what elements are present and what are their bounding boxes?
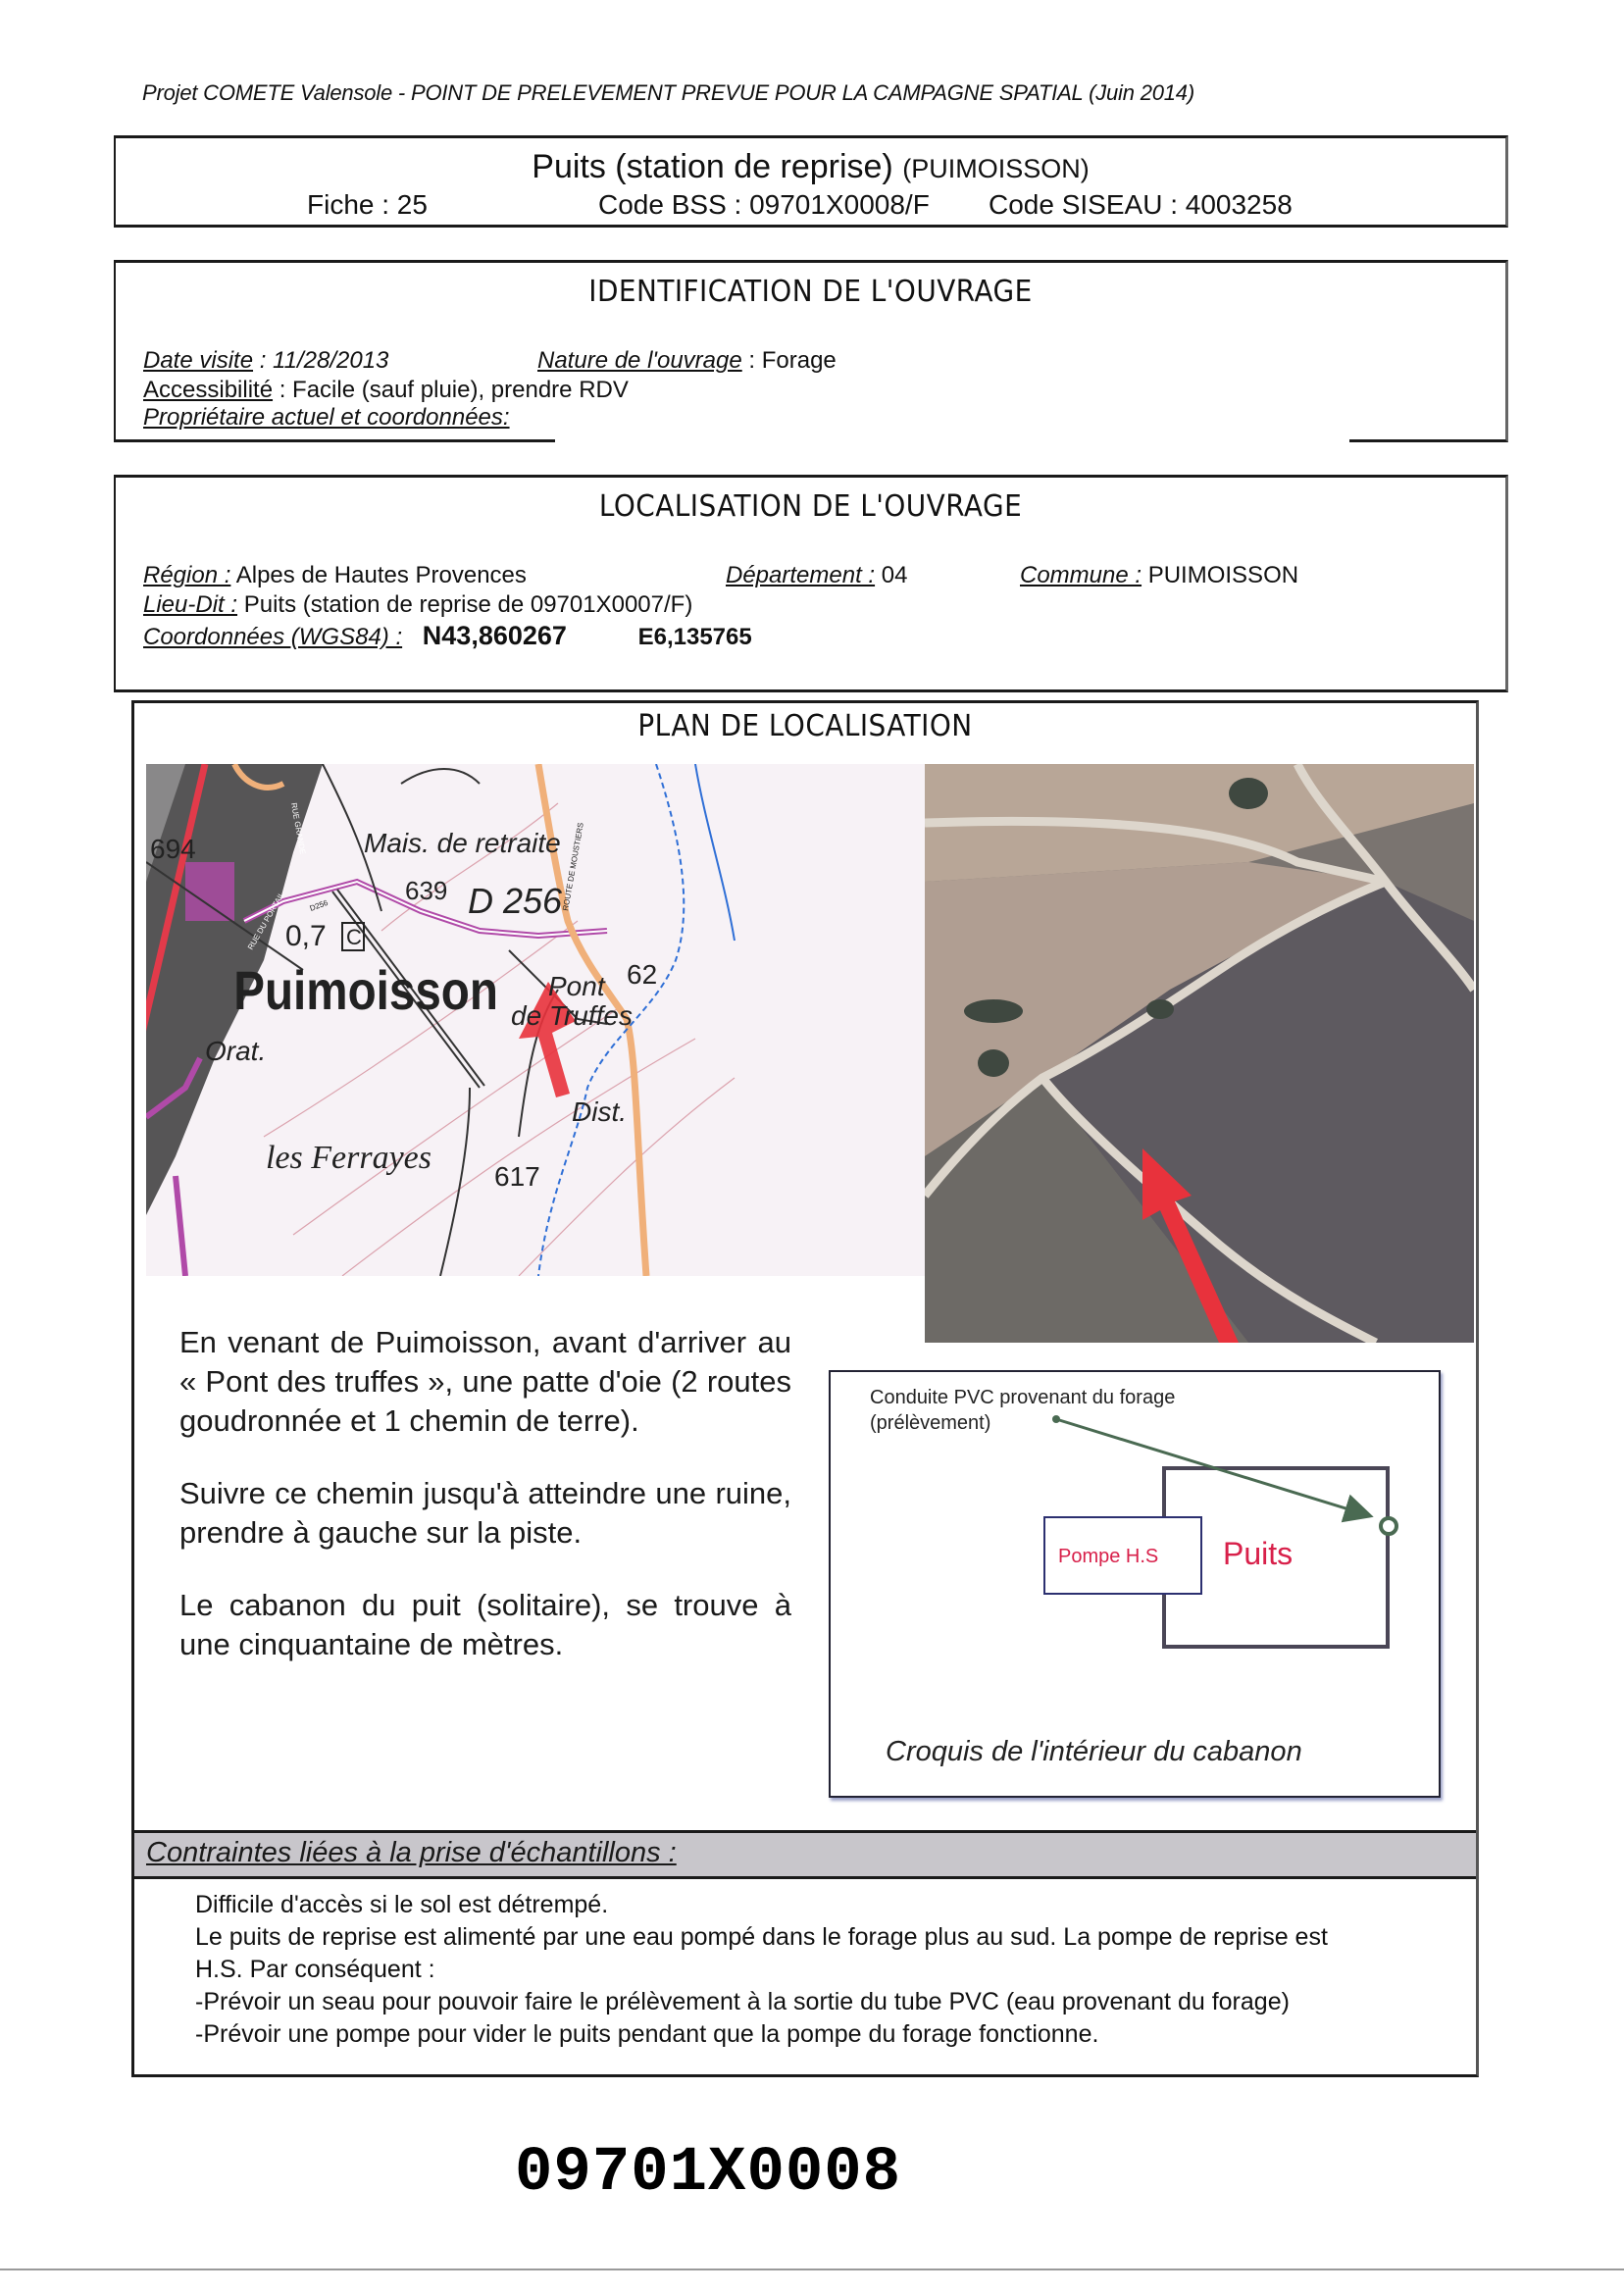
commune-value: PUIMOISSON bbox=[1142, 562, 1299, 588]
departement-row bbox=[726, 562, 907, 589]
contrainte-line: -Prévoir une pompe pour vider le puits pendant que la pompe du forage fonctionne. bbox=[195, 2020, 1099, 2048]
coord-label: Coordonnées (WGS84) : bbox=[143, 624, 403, 650]
footer-divider bbox=[0, 2269, 1624, 2270]
commune-label: Commune : bbox=[1020, 562, 1142, 588]
map-label-dist-07: 0,7 bbox=[285, 920, 327, 952]
contrainte-line: Difficile d'accès si le sol est détrempé. bbox=[195, 1891, 609, 1918]
contrainte-line: -Prévoir un seau pour pouvoir faire le prélèvement à la sortie du tube PVC (eau provenant du forage) bbox=[195, 1988, 1290, 2015]
proprietaire-label: Propriétaire actuel et coordonnées: bbox=[143, 404, 510, 431]
map-label-town: Puimoisson bbox=[233, 960, 498, 1022]
well-name: Puits (station de reprise) bbox=[532, 148, 893, 185]
lieudit-row bbox=[143, 591, 692, 619]
lieudit-value: Puits (station de reprise de 09701X0007/F) bbox=[237, 591, 693, 618]
pump-label: Pompe H.S bbox=[1058, 1546, 1159, 1567]
map-label-rue-portail: RUE DU PORTAIL bbox=[245, 891, 286, 951]
localisation-section bbox=[114, 475, 1508, 692]
sketch-caption: Croquis de l'intérieur du cabanon bbox=[886, 1736, 1302, 1767]
contrainte-line: Le puits de reprise est alimenté par une eau pompé dans le forage plus au sud. La pompe de reprise est bbox=[195, 1923, 1328, 1951]
well-commune: (PUIMOISSON) bbox=[902, 154, 1090, 183]
contraintes-section bbox=[131, 1830, 1479, 2077]
departement-value: 04 bbox=[875, 562, 908, 588]
map-label-dist: Dist. bbox=[572, 1096, 627, 1127]
map-label-d256: D 256 bbox=[468, 881, 563, 921]
region-label: Région : bbox=[143, 562, 231, 588]
lieudit-label: Lieu-Dit : bbox=[143, 591, 238, 618]
title-box bbox=[114, 135, 1508, 228]
pipe-outlet-ring bbox=[1381, 1518, 1396, 1534]
contraintes-header bbox=[134, 1830, 1476, 1879]
plan-section bbox=[131, 700, 1479, 1834]
map-label-alt-694: 694 bbox=[150, 834, 196, 864]
accessibilite-label: Accessibilité bbox=[143, 377, 274, 403]
departement-label: Département : bbox=[726, 562, 876, 588]
cabin-sketch-drawing bbox=[831, 1372, 1439, 1796]
code-bss: Code BSS : 09701X0008/F bbox=[598, 189, 930, 220]
bss-code-footer: 09701X0008 bbox=[515, 2138, 902, 2209]
accessibilite-value: : Facile (sauf pluie), prendre RDV bbox=[273, 377, 629, 403]
plan-heading: PLAN DE LOCALISATION bbox=[637, 709, 973, 743]
cabin-sketch bbox=[829, 1370, 1441, 1798]
map-label-c: C bbox=[346, 925, 362, 949]
identification-section bbox=[114, 260, 1508, 442]
date-visite-value: : 11/28/2013 bbox=[253, 347, 389, 374]
direction-paragraph-1: En venant de Puimoisson, avant d'arriver au « Pont des truffes », une patte d'oie (2 routes goudronnée et 1 chemin de terre). bbox=[179, 1325, 791, 1438]
direction-paragraph-2: Suivre ce chemin jusqu'à atteindre une ruine, prendre à gauche sur la piste. bbox=[179, 1476, 791, 1550]
pipe-start-dot bbox=[1052, 1415, 1060, 1423]
localisation-heading: LOCALISATION DE L'OUVRAGE bbox=[598, 489, 1023, 524]
pipe-label-line2: (prélèvement) bbox=[870, 1412, 991, 1434]
region-value: Alpes de Hautes Provences bbox=[230, 562, 527, 588]
direction-paragraph-3: Le cabanon du puit (solitaire), se trouve à une cinquantaine de mètres. bbox=[179, 1588, 791, 1661]
zone-purple bbox=[185, 862, 234, 921]
satellite-image bbox=[925, 764, 1474, 1343]
proprietaire-row bbox=[143, 404, 510, 432]
topographic-map bbox=[146, 764, 927, 1276]
map-label-alt-617: 617 bbox=[494, 1161, 540, 1192]
code-siseau: Code SISEAU : 4003258 bbox=[989, 189, 1293, 220]
map-label-route-moustiers: ROUTE DE MOUSTIERS bbox=[561, 822, 585, 912]
map-label-alt-62: 62 bbox=[627, 959, 658, 990]
region-row bbox=[143, 562, 527, 589]
map-label-alt-639: 639 bbox=[405, 876, 448, 905]
map-label-pont: Pont bbox=[548, 971, 605, 1001]
coord-row bbox=[143, 621, 752, 651]
map-label-ferrayes: les Ferrayes bbox=[266, 1140, 432, 1176]
topo-map-drawing bbox=[146, 764, 927, 1276]
map-label-truffes: de Truffes bbox=[511, 1000, 633, 1031]
map-label-orat: Orat. bbox=[205, 1036, 267, 1066]
redacted-area bbox=[555, 437, 1349, 445]
well-label: Puits bbox=[1223, 1536, 1294, 1571]
contrainte-line: H.S. Par conséquent : bbox=[195, 1956, 435, 1983]
project-header: Projet COMETE Valensole - POINT DE PRELEVEMENT PREVUE POUR LA CAMPAGNE SPATIAL (Juin 2014) bbox=[142, 80, 1194, 105]
map-label-retraite: Mais. de retraite bbox=[364, 828, 561, 858]
contraintes-heading: Contraintes liées à la prise d'échantillons : bbox=[146, 1837, 677, 1868]
contraintes-list bbox=[195, 1889, 1328, 2051]
date-visite-label: Date visite bbox=[143, 347, 254, 374]
nature-row bbox=[537, 347, 837, 375]
fiche-number: Fiche : 25 bbox=[307, 189, 428, 220]
pipe-label-line1: Conduite PVC provenant du forage bbox=[870, 1387, 1176, 1408]
directions-text bbox=[179, 1323, 791, 1698]
date-visite-row bbox=[143, 347, 388, 375]
nature-label: Nature de l'ouvrage bbox=[537, 347, 742, 374]
coord-latitude: N43,860267 bbox=[422, 621, 567, 650]
identification-heading: IDENTIFICATION DE L'OUVRAGE bbox=[588, 275, 1033, 309]
satellite-drawing bbox=[925, 764, 1474, 1343]
coord-longitude: E6,135765 bbox=[637, 624, 752, 650]
commune-row bbox=[1020, 562, 1298, 589]
map-label-d256-small: D256 bbox=[308, 897, 330, 913]
map-label-rue-grande: RUE GRANDE bbox=[289, 801, 308, 855]
well-title bbox=[116, 148, 1505, 186]
nature-value: : Forage bbox=[741, 347, 837, 374]
accessibilite-row bbox=[143, 377, 629, 404]
